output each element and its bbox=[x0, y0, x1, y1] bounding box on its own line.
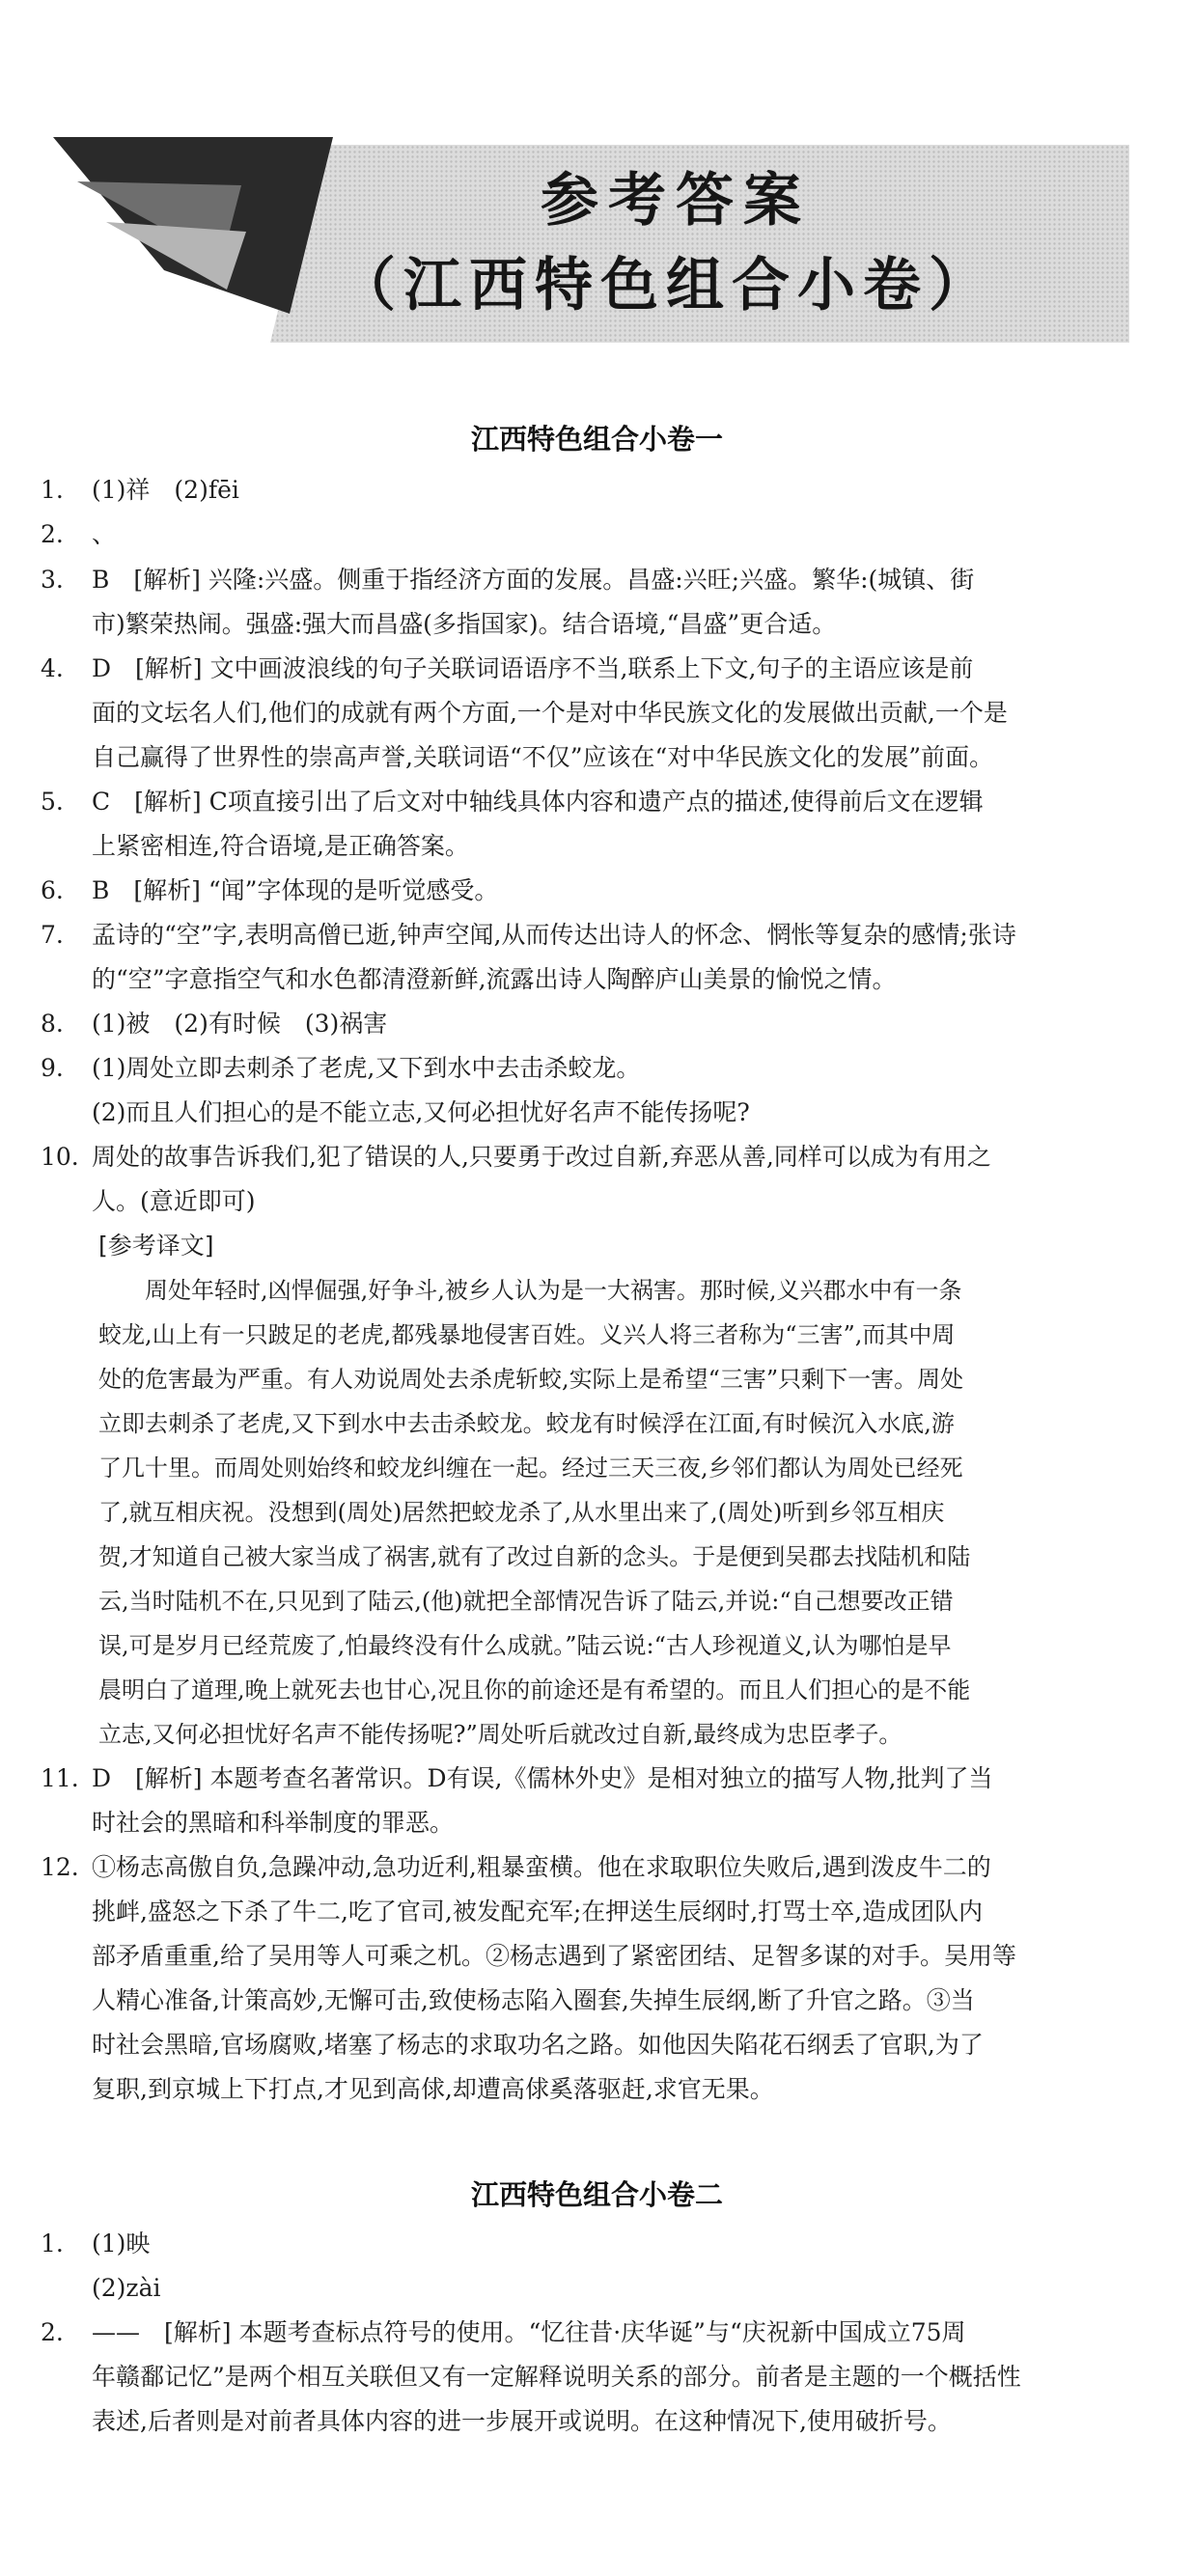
translation-text: 贺,才知道自己被大家当成了祸害,就有了改过自新的念头。于是便到吴郡去找陆机和陆 bbox=[98, 1543, 971, 1570]
translation-text: 了,就互相庆祝。没想到(周处)居然把蛟龙杀了,从水里出来了,(周处)听到乡邻互相庆 bbox=[98, 1499, 945, 1526]
translation-text: 蛟龙,山上有一只跛足的老虎,都残暴地侵害百姓。义兴人将三者称为“三害”,而其中周 bbox=[98, 1321, 956, 1348]
answer-text: (1)映 bbox=[92, 2230, 151, 2257]
answer-text: 年赣鄱记忆”是两个相互关联但又有一定解释说明关系的部分。前者是主题的一个概括性 bbox=[92, 2363, 1021, 2391]
answer-text: (1)祥 (2)fēi bbox=[92, 476, 239, 504]
answer-text: D [解析] 本题考查名著常识。D有误,《儒林外史》是相对独立的描写人物,批判了当 bbox=[92, 1764, 993, 1792]
answer-text: D [解析] 文中画波浪线的句子关联词语语序不当,联系上下文,句子的主语应该是前 bbox=[92, 654, 974, 682]
answer-text: 复职,到京城上下打点,才见到高俅,却遭高俅奚落驱赶,求官无果。 bbox=[92, 2075, 774, 2103]
banner-arrow-light bbox=[106, 222, 246, 290]
answer-text: 、 bbox=[92, 520, 117, 548]
answer-text: (2)而且人们担心的是不能立志,又何必担忧好名声不能传扬呢? bbox=[92, 1098, 750, 1126]
answer-text: (1)周处立即去刺杀了老虎,又下到水中去击杀蛟龙。 bbox=[92, 1054, 641, 1082]
translation-text: 立志,又何必担忧好名声不能传扬呢?”周处听后就改过自新,最终成为忠臣孝子。 bbox=[98, 1721, 902, 1748]
answer-text: 表述,后者则是对前者具体内容的进一步展开或说明。在这种情况下,使用破折号。 bbox=[92, 2407, 952, 2435]
translation-text: 误,可是岁月已经荒废了,怕最终没有什么成就。”陆云说:“古人珍视道义,认为哪怕是早 bbox=[98, 1632, 952, 1659]
translation-text: 晨明白了道理,晚上就死去也甘心,况且你的前途还是有希望的。而且人们担心的是不能 bbox=[98, 1676, 971, 1703]
answer-text: 时社会黑暗,官场腐败,堵塞了杨志的求取功名之路。如他因失陷花石纲丢了官职,为了 bbox=[92, 2031, 984, 2059]
answer-number: 1. bbox=[41, 2230, 64, 2257]
answer-number: 2. bbox=[41, 520, 64, 548]
answer-number: 9. bbox=[41, 1054, 64, 1082]
answer-text: —— [解析] 本题考查标点符号的使用。“忆往昔·庆华诞”与“庆祝新中国成立75周 bbox=[92, 2318, 966, 2346]
answer-number: 6. bbox=[41, 876, 64, 904]
translation-text: 处的危害最为严重。有人劝说周处去杀虎斩蛟,实际上是希望“三害”只剩下一害。周处 bbox=[98, 1366, 964, 1393]
answer-number: 12. bbox=[41, 1853, 79, 1881]
answer-text: 部矛盾重重,给了吴用等人可乘之机。②杨志遇到了紧密团结、足智多谋的对手。吴用等 bbox=[92, 1942, 1016, 1970]
section-title: 江西特色组合小卷一 bbox=[470, 423, 723, 456]
translation-text: 了几十里。而周处则始终和蛟龙纠缠在一起。经过三天三夜,乡邻们都认为周处已经死 bbox=[98, 1454, 963, 1482]
answer-text: (1)被 (2)有时候 (3)祸害 bbox=[92, 1010, 388, 1038]
answer-text: ①杨志高傲自负,急躁冲动,急功近利,粗暴蛮横。他在求取职位失败后,遇到泼皮牛二的 bbox=[92, 1853, 991, 1881]
page-subtitle: （江西特色组合小卷） bbox=[338, 252, 994, 319]
header-banner bbox=[0, 125, 1194, 367]
answer-text: 周处的故事告诉我们,犯了错误的人,只要勇于改过自新,弃恶从善,同样可以成为有用之 bbox=[92, 1143, 991, 1171]
answer-number: 5. bbox=[41, 788, 64, 816]
answer-number: 11. bbox=[41, 1764, 79, 1792]
answer-text: 市)繁荣热闹。强盛:强大而昌盛(多指国家)。结合语境,“昌盛”更合适。 bbox=[92, 610, 837, 638]
translation-text: 立即去刺杀了老虎,又下到水中去击杀蛟龙。蛟龙有时候浮在江面,有时候沉入水底,游 bbox=[98, 1410, 955, 1437]
answer-text: 的“空”字意指空气和水色都清澄新鲜,流露出诗人陶醉庐山美景的愉悦之情。 bbox=[92, 965, 897, 993]
answer-text: 自己赢得了世界性的崇高声誉,关联词语“不仅”应该在“对中华民族文化的发展”前面。 bbox=[92, 743, 994, 771]
answer-text: B [解析] 兴隆:兴盛。侧重于指经济方面的发展。昌盛:兴旺;兴盛。繁华:(城镇、街 bbox=[92, 566, 975, 594]
answer-text: C [解析] C项直接引出了后文对中轴线具体内容和遗产点的描述,使得前后文在逻辑 bbox=[92, 788, 984, 816]
page-title: 参考答案 bbox=[541, 167, 811, 235]
answer-number: 10. bbox=[41, 1143, 79, 1171]
translation-label: [参考译文] bbox=[98, 1232, 214, 1260]
answer-text: 人精心准备,计策高妙,无懈可击,致使杨志陷入圈套,失掉生辰纲,断了升官之路。③当 bbox=[92, 1986, 975, 2014]
answer-text: 挑衅,盛怒之下杀了牛二,吃了官司,被发配充军;在押送生辰纲时,打骂士卒,造成团队内 bbox=[92, 1897, 984, 1925]
section-title-2: 江西特色组合小卷二 bbox=[470, 2178, 723, 2211]
answer-number: 2. bbox=[41, 2318, 64, 2346]
answer-number: 4. bbox=[41, 654, 64, 682]
answer-number: 3. bbox=[41, 566, 64, 594]
answer-number: 8. bbox=[41, 1010, 64, 1038]
answer-text: 上紧密相连,符合语境,是正确答案。 bbox=[92, 832, 469, 860]
answer-text: 人。(意近即可) bbox=[92, 1187, 256, 1215]
answer-text: (2)zài bbox=[92, 2274, 161, 2302]
answer-text: B [解析] “闻”字体现的是听觉感受。 bbox=[92, 876, 499, 904]
answer-number: 7. bbox=[41, 921, 64, 949]
answer-number: 1. bbox=[41, 476, 64, 504]
answer-text: 孟诗的“空”字,表明高僧已逝,钟声空闻,从而传达出诗人的怀念、惘怅等复杂的感情;张诗 bbox=[92, 921, 1016, 949]
answer-text: 时社会的黑暗和科举制度的罪恶。 bbox=[92, 1809, 455, 1837]
translation-text: 云,当时陆机不在,只见到了陆云,(他)就把全部情况告诉了陆云,并说:“自己想要改正错 bbox=[98, 1588, 954, 1615]
translation-text: 周处年轻时,凶悍倔强,好争斗,被乡人认为是一大祸害。那时候,义兴郡水中有一条 bbox=[145, 1277, 962, 1304]
answer-text: 面的文坛名人们,他们的成就有两个方面,一个是对中华民族文化的发展做出贡献,一个是 bbox=[92, 699, 1008, 727]
